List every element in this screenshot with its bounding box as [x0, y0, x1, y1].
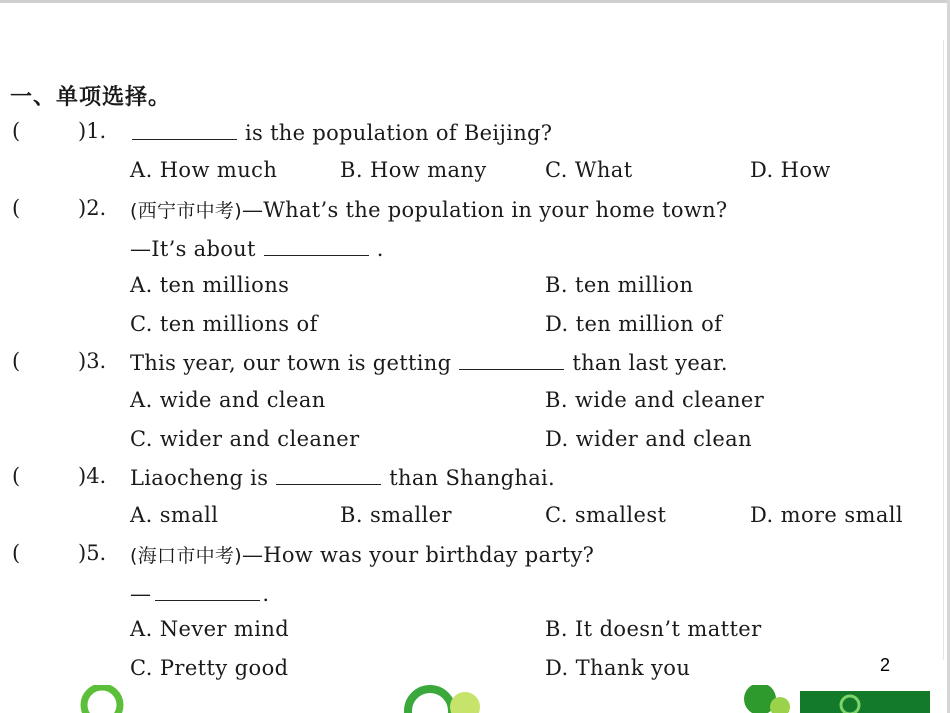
- decor-green-block: [800, 691, 930, 713]
- answer-paren-open: (: [12, 196, 21, 220]
- question-number: )5.: [78, 541, 107, 565]
- question-stem: Liaocheng is than Shanghai.: [130, 466, 556, 490]
- option-d: D. Thank you: [545, 656, 691, 680]
- option-c: C. Pretty good: [130, 656, 289, 680]
- answer-paren-open: (: [12, 541, 21, 565]
- decorative-footer-pattern: [0, 685, 950, 713]
- option-d: D. wider and clean: [545, 427, 753, 451]
- option-a: A. How much: [130, 158, 278, 182]
- option-a: A. Never mind: [130, 617, 290, 641]
- decor-ring-icon: [84, 687, 120, 713]
- question-stem: is the population of Beijing?: [128, 119, 552, 145]
- option-d: D. How: [750, 158, 831, 182]
- option-b: B. How many: [340, 158, 487, 182]
- answer-blank: [276, 464, 381, 485]
- option-b: B. smaller: [340, 503, 452, 527]
- question-number: )4.: [78, 464, 107, 488]
- option-d: D. ten million of: [545, 312, 723, 336]
- question-stem: (海口市中考)—How was your birthday party?: [130, 543, 595, 567]
- question-stem: (西宁市中考)—What’s the population in your home town?: [130, 198, 728, 222]
- option-a: A. ten millions: [130, 273, 290, 297]
- option-a: A. wide and clean: [130, 388, 326, 412]
- question-stem-line2: — .: [130, 582, 270, 606]
- option-c: C. What: [545, 158, 633, 182]
- option-b: B. It doesn’t matter: [545, 617, 762, 641]
- option-b: B. ten million: [545, 273, 694, 297]
- answer-paren-open: (: [12, 464, 21, 488]
- answer-blank: [264, 235, 369, 256]
- option-c: C. ten millions of: [130, 312, 318, 336]
- answer-paren-open: (: [12, 119, 21, 143]
- question-number: )3.: [78, 349, 107, 373]
- question-source: (海口市中考): [130, 545, 242, 567]
- decor-ring-icon: [408, 689, 452, 713]
- answer-blank: [132, 119, 237, 140]
- decor-dot-icon: [450, 692, 480, 713]
- option-c: C. wider and cleaner: [130, 427, 360, 451]
- question-stem: This year, our town is getting than last year.: [130, 351, 728, 375]
- section-title: 一、单项选择。: [10, 85, 172, 110]
- answer-blank: [155, 580, 260, 601]
- page-right-inner-border: [943, 40, 944, 660]
- page-number: 2: [880, 655, 891, 675]
- option-d: D. more small: [750, 503, 903, 527]
- page-top-border: [0, 0, 950, 3]
- question-number: )1.: [78, 119, 107, 143]
- question-stem-line2: —It’s about .: [130, 237, 384, 261]
- option-c: C. smallest: [545, 503, 667, 527]
- option-b: B. wide and cleaner: [545, 388, 765, 412]
- answer-paren-open: (: [12, 349, 21, 373]
- answer-blank: [459, 349, 564, 370]
- question-source: (西宁市中考): [130, 200, 242, 222]
- option-a: A. small: [130, 503, 219, 527]
- question-number: )2.: [78, 196, 107, 220]
